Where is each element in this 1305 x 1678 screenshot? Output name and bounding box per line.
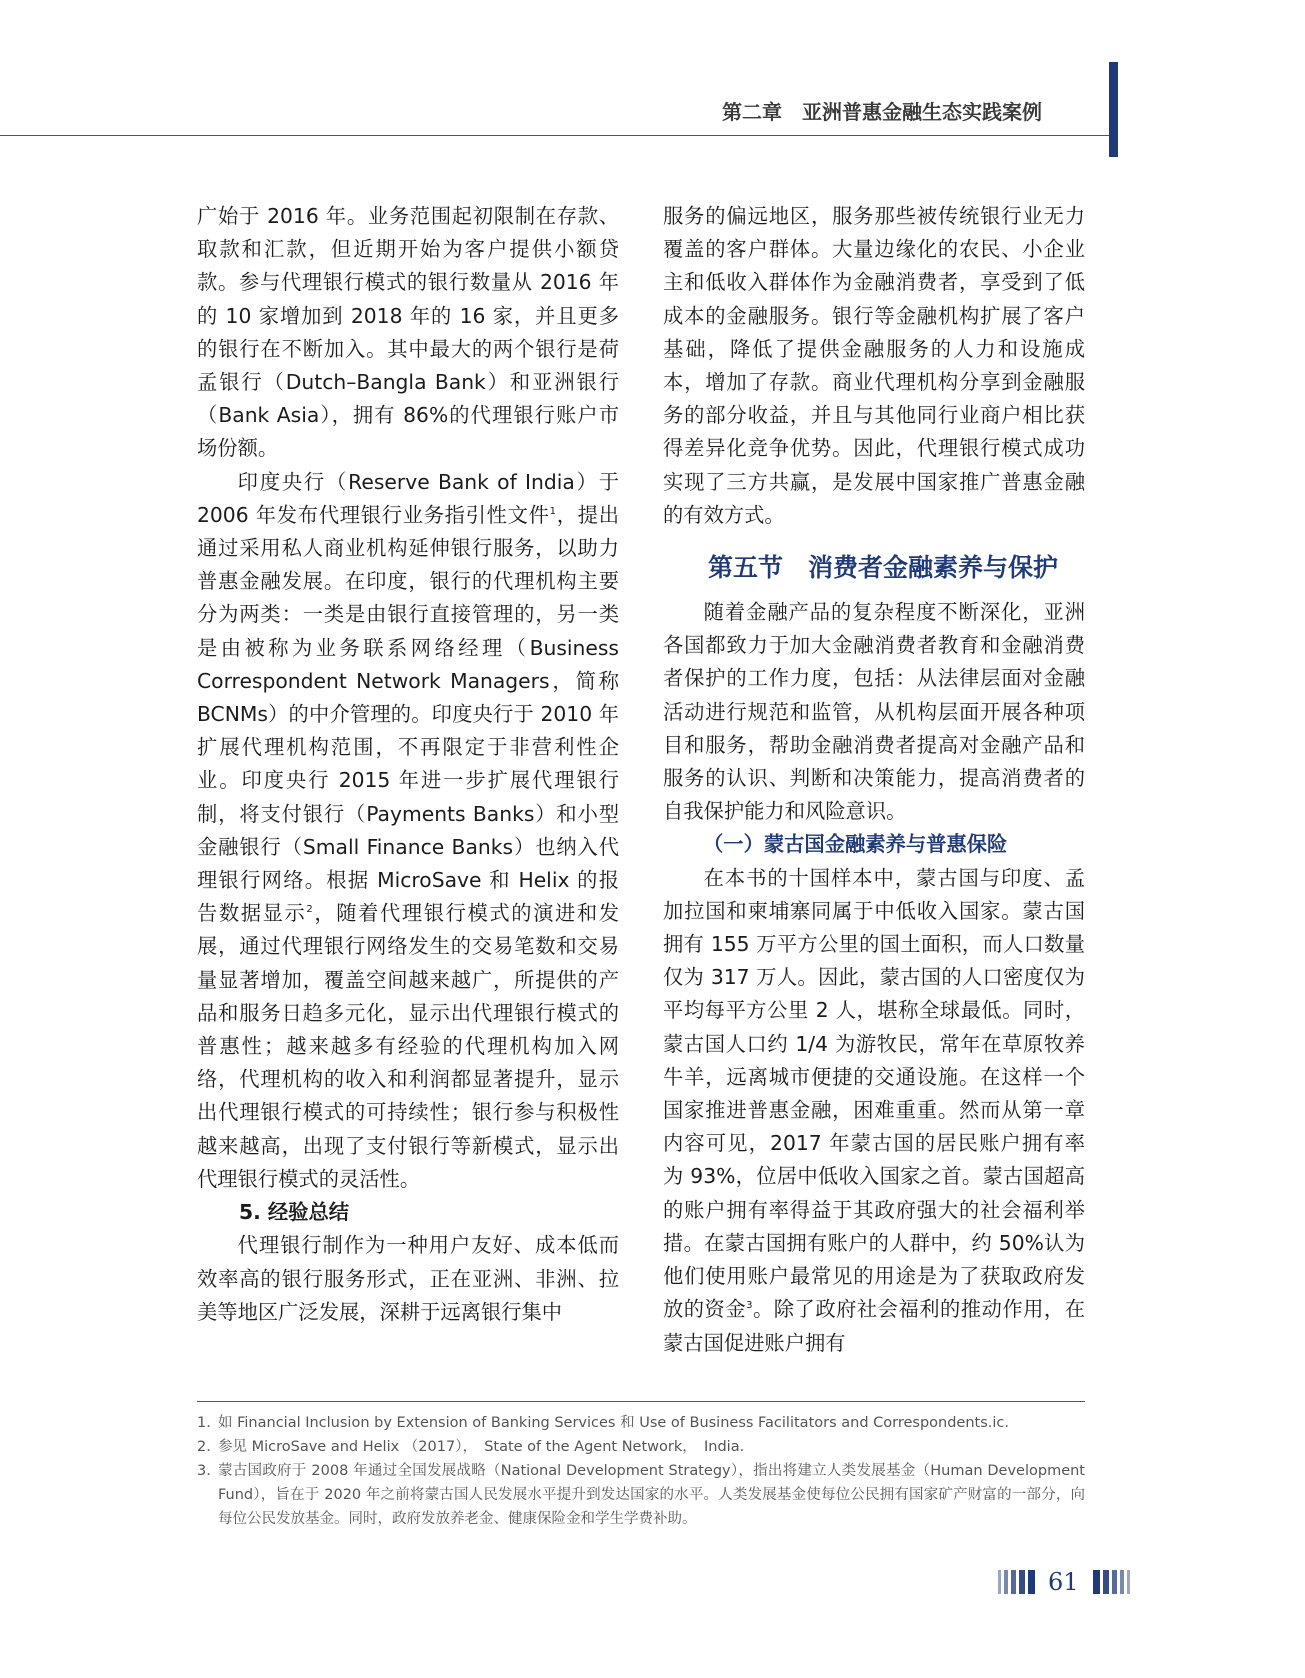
paragraph: 服务的偏远地区，服务那些被传统银行业无力覆盖的客户群体。大量边缘化的农民、小企业主和低收入群体作为金融消费者，享受到了低成本的金融服务。银行等金融机构扩展了客户基础，降低了提供金融服务的人力和设施成本，增加了存款。商业代理机构分享到金融服务的部分收益，并且与其他同行业商户相比获得差异化竞争优势。因此，代理银行模式成功实现了三方共赢，是发展中国家推广普惠金融的有效方式。 xyxy=(663,204,1085,527)
item-heading: 5. 经验总结 xyxy=(239,1200,350,1225)
footnote-number: 2. xyxy=(197,1439,211,1455)
paragraph-text: ，提出通过采用私人商业机构延伸银行服务，以助力普惠金融发展。在印度，银行的代理机构主要分为两类：一类是由银行直接管理的，另一类是由被称为业务联系网络经理（Business Correspondent Network Managers，简称 BCNMs）的中介管理的。印度央行于 2010 年扩展代理机构范围，不再限定于非营利性企业。印度央行 2015 年进一步扩展代理银行制，将支付银行（Payments Banks）和小型金融银行（Small Finance Banks）也纳入代理银行网络。根据 MicroSave 和 Helix 的报告数据显示 xyxy=(197,502,619,926)
footnote-text: 如 Financial Inclusion by Extension of Banking Services 和 Use of Business Facilitators and Correspondents.ic. xyxy=(218,1415,1009,1431)
right-column xyxy=(663,200,1085,1360)
stripes-left-icon xyxy=(998,1570,1038,1594)
paragraph-text: 。除了政府社会福利的推动作用，在蒙古国促进账户拥有 xyxy=(663,1297,1085,1355)
sub-heading: （一）蒙古国金融素养与普惠保险 xyxy=(703,832,1008,857)
paragraph xyxy=(197,466,619,1196)
footnote-ref[interactable]: 3 xyxy=(746,1300,753,1312)
section-heading: 第五节 消费者金融素养与保护 xyxy=(708,553,1059,583)
footnote-text: 参见 MicroSave and Helix （2017）， State of the Agent Network， India. xyxy=(218,1439,745,1455)
paragraph: 随着金融产品的复杂程度不断深化，亚洲各国都致力于加大金融消费者教育和金融消费者保护的工作力度，包括：从法律层面对金融活动进行规范和监管，从机构层面开展各种项目和服务，帮助金融消费者提高对金融产品和服务的认识、判断和决策能力，提高消费者的自我保护能力和风险意识。 xyxy=(663,600,1085,824)
stripes-right-icon xyxy=(1093,1570,1133,1594)
footnote-number: 3. xyxy=(197,1463,211,1479)
footnote-ref[interactable]: 1 xyxy=(549,506,557,518)
paragraph: 广始于 2016 年。业务范围起初限制在存款、取款和汇款，但近期开始为客户提供小额贷款。参与代理银行模式的银行数量从 2016 年的 10 家增加到 2018 年的 16 家，并且更多的银行在不断加入。其中最大的两个银行是荷孟银行（Dutch–Bangla Bank）和亚洲银行（Bank Asia），拥有 86%的代理银行账户市场份额。 xyxy=(197,204,619,461)
paragraph: 代理银行制作为一种用户友好、成本低而效率高的银行服务形式，正在亚洲、非洲、拉美等地区广泛发展，深耕于远离银行集中 xyxy=(197,1233,619,1324)
paragraph-text: 在本书的十国样本中，蒙古国与印度、孟加拉国和柬埔寨同属于中低收入国家。蒙古国拥有 155 万平方公里的国土面积，而人口数量仅为 317 万人。因此，蒙古国的人口密度仅为平均每平方公里 2 人，堪称全球最低。同时，蒙古国人口约 1/4 为游牧民，常年在草原牧养牛羊，远离城市便捷的交通设施。在这样一个国家推进普惠金融，困难重重。然而从第一章内容可见，2017 年蒙古国的居民账户拥有率为 93%，位居中低收入国家之首。蒙古国超高的账户拥有率得益于其政府强大的社会福利举措。在蒙古国拥有账户的人群中，约 50%认为他们使用账户最常见的用途是为了获取政府发放的资金 xyxy=(663,865,1085,1322)
paragraph-text: ，随着代理银行模式的演进和发展，通过代理银行网络发生的交易笔数和交易量显著增加，覆盖空间越来越广，所提供的产品和服务日趋多元化，显示出代理银行模式的普惠性；越来越多有经验的代理机构加入网络，代理机构的收入和利润都显著提升，显示出代理银行模式的可持续性；银行参与积极性越来越高，出现了支付银行等新模式，显示出代理银行模式的灵活性。 xyxy=(197,901,619,1191)
paragraph xyxy=(663,862,1085,1360)
paragraph-text: 印度央行（Reserve Bank of India）于 2006 年发布代理银行业务指引性文件 xyxy=(197,469,619,527)
footnote-number: 1. xyxy=(197,1415,211,1431)
footnote xyxy=(197,1435,1085,1459)
header-rule xyxy=(0,135,1115,136)
footnote xyxy=(197,1459,1085,1531)
footnote-text: 蒙古国政府于 2008 年通过全国发展战略（National Development Strategy），指出将建立人类发展基金（Human Development Fund），旨在于 2020 年之前将蒙古国人民发展水平提升到发达国家的水平。人类发展基金使每位公民拥有国家矿产财富的一部分，向每位公民发放基金。同时，政府发放养老金、健康保险金和学生学费补助。 xyxy=(218,1463,1085,1527)
page-number: 61 xyxy=(1048,1568,1079,1596)
footnote-ref[interactable]: 2 xyxy=(306,904,313,916)
page-number-group xyxy=(998,1568,1133,1596)
left-column xyxy=(197,200,619,1329)
footnote xyxy=(197,1411,1085,1435)
header-accent-bar xyxy=(1109,62,1118,157)
footnotes xyxy=(197,1411,1085,1531)
footnote-rule xyxy=(197,1401,1085,1402)
chapter-title: 第二章 亚洲普惠金融生态实践案例 xyxy=(722,100,1042,124)
